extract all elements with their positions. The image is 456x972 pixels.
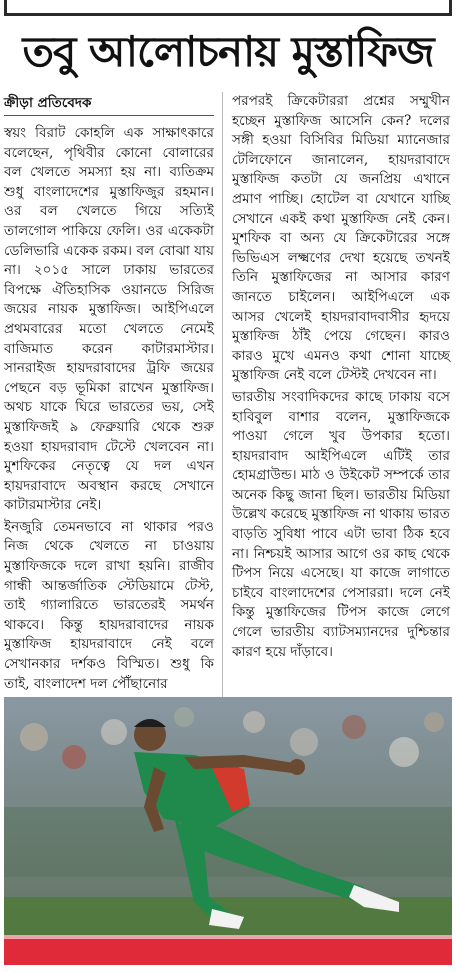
- article-photo: [4, 697, 452, 965]
- paragraph: ভারতীয় সংবাদিকদের কাছে ঢাকায় বসে হাবিবুল বাশার বলেন, মুস্তাফিজকে পাওয়া গেলে খুব উপকার হতো। হায়দরাবাদ আইপিএলে এটিই তার হোমগ্রাউন্ড। মাঠ ও উইকেট সম্পর্কে তার অনেক কিছু জানা ছিল। ভারতীয় মিডিয়া উল্লেখ করেছে মুস্তাফিজ না থাকায় ভারত বাড়তি সুবিধা পাবে এটা ভাবা ঠিক হবে না। নিশ্চয়ই আসার আগে ওর কাছ থেকে টিপস নিয়ে এসেছে। যা কাজে লাগাতে চাইবে বাংলাদেশের পেসাররা। দলে নেই কিন্তু মুস্তাফিজের টিপস কাজে লেগে গেলে ভারতীয় ব্যাটসম্যানদের দুশ্চিন্তার কারণ হয়ে দাঁড়াবে।: [232, 388, 450, 660]
- article-column-right: [232, 92, 450, 664]
- headline: তবু আলোচনায় মুস্তাফিজ: [22, 27, 434, 76]
- column-divider: [222, 92, 223, 697]
- paragraph: পরপরই ক্রিকেটাররা প্রশ্নের সম্মুখীন হচ্ছেন মুস্তাফিজ আসেনি কেন? দলের সঙ্গী হওয়া বিসিবির মিডিয়া ম্যানেজার টেলিফোনে জানালেন, হায়দরাবাদে মুস্তাফিজ কতটা যে জনপ্রিয় এখানে প্রমাণ পাচ্ছি। হোটেল বা যেখানে যাচ্ছি সেখানে একই কথা মুস্তাফিজ নেই কেন। মুশফিক বা অন্য যে ক্রিকেটারের সঙ্গে ভিভিএস লক্ষ্মণের দেখা হয়েছে তখনই তিনি মুস্তাফিজের না আসার কারণ জানতে চাইলেন। আইপিএলে এক আসর খেলেই হায়দরাবাদবাসীর হৃদয়ে মুস্তাফিজ ঠাঁই পেয়ে গেছেন। কারও কারও মুখে এমনও কথা শোনা যাচ্ছে মুস্তাফিজ নেই বলে টেস্টই দেখবেন না।: [232, 93, 450, 384]
- paragraph: স্বয়ং বিরাট কোহলি এক সাক্ষাৎকারে বলেছেন, পৃথিবীর কোনো বোলারের বল খেলতে সমস্যা হয় না। ব্যতিক্রম শুধু বাংলাদেশের মুস্তাফিজুর রহমান। ওর বল খেলতে গিয়ে সত্যিই তালগোল পাকিয়ে ফেলি। ওর একেকটা ডেলিভারি একেক রকম। বল বোঝা যায় না। ২০১৫ সালে ঢাকায় ভারতের বিপক্ষে ঐতিহাসিক ওয়ানডে সিরিজ জয়ের নায়ক মুস্তাফিজ। আইপিএলে প্রথমবারের মতো খেলতে নেমেই বাজিমাত করেন কাটারমাস্টার। সানরাইজ হায়দরাবাদের ট্রফি জয়ের পেছনে বড় ভূমিকা রাখেন মুস্তাফিজ। অথচ যাকে ঘিরে ভারতের ভয়, সেই মুস্তাফিজই ৯ ফেব্রুয়ারি থেকে শুরু হওয়া হায়দরাবাদ টেস্টে খেলবেন না। মুশফিকের নেতৃত্বে যে দল এখন হায়দরাবাদে অবস্থান করছে সেখানে কাটারমাস্টার নেই।: [4, 125, 214, 514]
- ad-board: [4, 935, 452, 965]
- paragraph: ইনজুরি তেমনভাবে না থাকার পরও নিজ থেকে খেলতে না চাওয়ায় মুস্তাফিজকে দলে রাখা হয়নি। রাজীব গান্ধী আন্তর্জাতিক স্টেডিয়ামে টেস্ট, তাই গ্যালারিতে ভারতেরই সমর্থন থাকবে। কিন্তু হায়দরাবাদের নায়ক মুস্তাফিজ হায়দরাবাদে নেই বলে সেখানকার দর্শকও বিস্মিত। শুধু কি তাই, বাংলাদেশ দল পৌঁছানোর: [4, 518, 214, 692]
- byline: ক্রীড়া প্রতিবেদক: [4, 92, 214, 116]
- article-column-left: [4, 92, 214, 696]
- bowler-photo-illustration: [4, 697, 452, 965]
- top-frame: [4, 0, 452, 16]
